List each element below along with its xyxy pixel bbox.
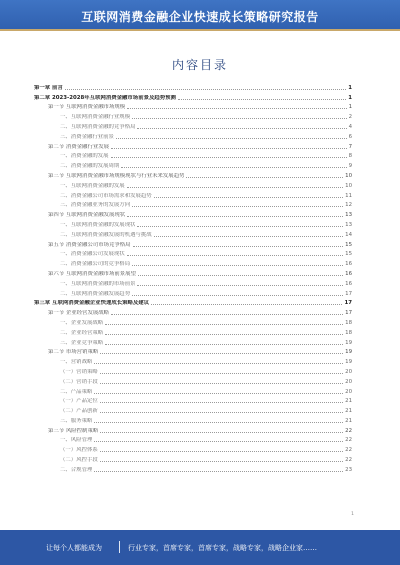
toc-entry-page: 16 bbox=[345, 280, 352, 287]
toc-entry-label: 一、企业发展战略 bbox=[60, 319, 104, 326]
toc-entry-label: 第二节 消费金融行业发展 bbox=[48, 143, 110, 150]
toc-leader-dots bbox=[105, 324, 343, 325]
toc-leader-dots bbox=[154, 236, 343, 237]
footer-separator bbox=[119, 541, 120, 553]
toc-leader-dots bbox=[100, 373, 343, 374]
toc-entry-label: 第六节 互联网消费金融市场前景展望 bbox=[48, 270, 136, 277]
toc-entry-page: 21 bbox=[345, 408, 352, 415]
toc-entry-label: 二、消费金融的发展周期 bbox=[60, 163, 120, 170]
toc-entry-label: 第五节 消费金融公司市场竞争格局 bbox=[48, 241, 131, 248]
toc-entry-page: 7 bbox=[348, 143, 352, 150]
toc-entry-label: 二、消费金融公司市场需求和发展趋势 bbox=[60, 192, 152, 199]
toc-entry-label: 二、互联网消费金融发展的机遇与挑战 bbox=[60, 231, 152, 238]
toc-entry-page: 20 bbox=[345, 378, 352, 385]
toc-heading: 内容目录 bbox=[171, 58, 228, 72]
toc-entry[interactable] bbox=[34, 375, 352, 385]
toc-entry-page: 15 bbox=[345, 251, 352, 258]
toc-leader-dots bbox=[100, 432, 343, 433]
toc-entry[interactable] bbox=[34, 424, 352, 434]
toc-entry-label: 第三章 互联网消费金融企业快速成长策略及建议 bbox=[34, 300, 150, 307]
toc-entry[interactable] bbox=[34, 297, 352, 307]
toc-leader-dots bbox=[133, 246, 344, 247]
toc-entry-label: 三、服务策略 bbox=[60, 417, 93, 424]
toc-entry[interactable] bbox=[34, 238, 352, 248]
toc-entry-page: 21 bbox=[345, 417, 352, 424]
toc-leader-dots bbox=[137, 128, 346, 129]
toc-leader-dots bbox=[137, 226, 343, 227]
toc-leader-dots bbox=[111, 314, 343, 315]
header-divider bbox=[0, 29, 400, 31]
toc-entry[interactable] bbox=[34, 159, 352, 169]
toc-leader-dots bbox=[100, 383, 343, 384]
toc-entry[interactable] bbox=[34, 140, 352, 150]
toc-entry-label: （一）产品定位 bbox=[60, 398, 98, 405]
toc-leader-dots bbox=[94, 393, 343, 394]
toc-entry-page: 10 bbox=[345, 182, 352, 189]
toc-entry[interactable] bbox=[34, 110, 352, 120]
report-footer bbox=[0, 530, 400, 565]
toc-leader-dots bbox=[100, 461, 343, 462]
toc-entry-page: 23 bbox=[345, 466, 352, 473]
toc-entry-page: 9 bbox=[348, 163, 352, 170]
toc-entry-page: 20 bbox=[345, 388, 352, 395]
toc-entry-label: 一、营销战略 bbox=[60, 359, 93, 366]
toc-entry-page: 22 bbox=[345, 437, 352, 444]
toc-entry-label: 一、互联网消费金融的发展 bbox=[60, 182, 125, 189]
toc-entry[interactable] bbox=[34, 179, 352, 189]
toc-entry-label: 三、消费金融业务的发展方向 bbox=[60, 202, 131, 209]
toc-entry[interactable] bbox=[34, 199, 352, 209]
toc-entry-page: 22 bbox=[345, 427, 352, 434]
toc-entry-label: 二、企业经营策略 bbox=[60, 329, 104, 336]
toc-entry-label: 一、互联网消费金融的发展现状 bbox=[60, 221, 136, 228]
toc-entry-label: （二）风控手段 bbox=[60, 457, 98, 464]
toc-entry[interactable] bbox=[34, 463, 352, 473]
toc-entry-label: 二、产品策略 bbox=[60, 388, 93, 395]
page-number: 1 bbox=[351, 512, 354, 517]
toc-entry[interactable] bbox=[34, 453, 352, 463]
toc-leader-dots bbox=[151, 304, 342, 305]
toc-entry-label: 一、互联网消费金融的市场前景 bbox=[60, 280, 136, 287]
toc-entry[interactable] bbox=[34, 434, 352, 444]
toc-entry-page: 19 bbox=[345, 339, 352, 346]
toc-entry[interactable] bbox=[34, 81, 352, 91]
toc-entry-label: 二、互联网消费金融发展趋势 bbox=[60, 290, 131, 297]
toc-entry[interactable] bbox=[34, 248, 352, 258]
toc-entry[interactable] bbox=[34, 169, 352, 179]
toc-entry-label: 二、互联网消费金融的竞争格局 bbox=[60, 123, 136, 130]
toc-entry-label: 一、互联网消费金融行业规模 bbox=[60, 114, 131, 121]
toc-entry-page: 12 bbox=[345, 202, 352, 209]
toc-leader-dots bbox=[132, 295, 343, 296]
toc-entry-page: 4 bbox=[348, 123, 352, 130]
toc-entry[interactable] bbox=[34, 443, 352, 453]
toc-entry[interactable] bbox=[34, 385, 352, 395]
toc-entry[interactable] bbox=[34, 336, 352, 346]
toc-entry[interactable] bbox=[34, 257, 352, 267]
toc-entry-page: 8 bbox=[348, 153, 352, 160]
toc-leader-dots bbox=[121, 167, 346, 168]
toc-leader-dots bbox=[94, 422, 343, 423]
toc-entry-label: 第一节 互联网消费金融市场规模 bbox=[48, 104, 126, 111]
toc-entry-page: 17 bbox=[344, 300, 352, 307]
toc-entry[interactable] bbox=[34, 355, 352, 365]
toc-entry-label: 第三节 互联网消费金融市场规模现状与行业未来发展趋势 bbox=[48, 172, 185, 179]
toc-leader-dots bbox=[100, 353, 343, 354]
toc-entry[interactable] bbox=[34, 316, 352, 326]
toc-leader-dots bbox=[127, 216, 343, 217]
toc-entry[interactable] bbox=[34, 404, 352, 414]
toc-leader-dots bbox=[178, 99, 346, 100]
toc-entry-label: 第二章 2023-2028年互联网消费金融市场前景及趋势预测 bbox=[34, 94, 176, 101]
toc-entry-label: 第三节 风险控制策略 bbox=[48, 427, 99, 434]
report-header bbox=[0, 0, 400, 31]
toc-entry-label: 第二节 市场营销策略 bbox=[48, 349, 99, 356]
toc-leader-dots bbox=[94, 471, 343, 472]
toc-entry[interactable] bbox=[34, 150, 352, 160]
toc-leader-dots bbox=[100, 402, 343, 403]
toc-entry[interactable] bbox=[34, 267, 352, 277]
toc-entry-page: 10 bbox=[345, 172, 352, 179]
toc-leader-dots bbox=[127, 187, 343, 188]
footer-tags: 行业专家，首席专家，首席专家，战略专家，战略企业家…… bbox=[128, 544, 317, 552]
toc-leader-dots bbox=[154, 197, 343, 198]
toc-entry-page: 17 bbox=[345, 310, 352, 317]
toc-leader-dots bbox=[116, 138, 347, 139]
toc-entry-page: 15 bbox=[345, 241, 352, 248]
report-title: 互联网消费金融企业快速成长策略研究报告 bbox=[81, 10, 319, 24]
toc-entry-page: 14 bbox=[345, 231, 352, 238]
toc-entry-page: 1 bbox=[348, 94, 352, 101]
toc-entry-page: 13 bbox=[345, 212, 352, 219]
toc-entry[interactable] bbox=[34, 277, 352, 287]
toc-entry[interactable] bbox=[34, 365, 352, 375]
toc-leader-dots bbox=[127, 255, 343, 256]
toc-entry[interactable] bbox=[34, 189, 352, 199]
toc-entry-page: 19 bbox=[345, 349, 352, 356]
toc-entry-label: 三、企业竞争策略 bbox=[60, 339, 104, 346]
toc-entry-page: 1 bbox=[348, 84, 352, 91]
toc-entry-label: 一、风险管理 bbox=[60, 437, 93, 444]
toc-leader-dots bbox=[132, 206, 343, 207]
toc-leader-dots bbox=[105, 334, 343, 335]
toc-entry[interactable] bbox=[34, 91, 352, 101]
toc-entry-label: 第一章 前言 bbox=[34, 84, 63, 91]
toc-entry-label: （一）风控体系 bbox=[60, 447, 98, 454]
toc-leader-dots bbox=[94, 441, 343, 442]
toc-entry-label: 第一节 企业经营发展战略 bbox=[48, 310, 110, 317]
toc-leader-dots bbox=[137, 285, 343, 286]
toc-entry-page: 13 bbox=[345, 221, 352, 228]
toc-entry-page: 6 bbox=[348, 133, 352, 140]
toc-entry-page: 17 bbox=[345, 290, 352, 297]
toc-entry[interactable] bbox=[34, 228, 352, 238]
toc-entry-page: 22 bbox=[345, 457, 352, 464]
toc-entry[interactable] bbox=[34, 395, 352, 405]
toc-entry[interactable] bbox=[34, 414, 352, 424]
toc-leader-dots bbox=[100, 451, 343, 452]
toc-entry-page: 11 bbox=[345, 192, 352, 199]
toc-entry-page: 19 bbox=[345, 359, 352, 366]
toc-entry[interactable] bbox=[34, 218, 352, 228]
toc-entry[interactable] bbox=[34, 306, 352, 316]
toc-leader-dots bbox=[94, 363, 343, 364]
toc-entry[interactable] bbox=[34, 130, 352, 140]
toc-entry-page: 22 bbox=[345, 447, 352, 454]
toc-entry-label: 二、合规管理 bbox=[60, 466, 93, 473]
toc-entry-label: （二）营销手段 bbox=[60, 378, 98, 385]
toc-entry-label: 二、消费金融公司的竞争格局 bbox=[60, 261, 131, 268]
toc-leader-dots bbox=[186, 177, 343, 178]
toc-entry[interactable] bbox=[34, 287, 352, 297]
toc-entry-label: 一、消费金融公司发展现状 bbox=[60, 251, 125, 258]
toc-entry-label: （一）营销策略 bbox=[60, 368, 98, 375]
toc-entry-label: 一、消费金融的发展 bbox=[60, 153, 109, 160]
toc-leader-dots bbox=[65, 89, 346, 90]
toc-leader-dots bbox=[111, 148, 347, 149]
toc-leader-dots bbox=[132, 118, 346, 119]
toc-entry[interactable] bbox=[34, 120, 352, 130]
toc-entry[interactable] bbox=[34, 346, 352, 356]
toc-entry-page: 16 bbox=[345, 270, 352, 277]
toc-leader-dots bbox=[127, 108, 346, 109]
toc-entry-page: 16 bbox=[345, 261, 352, 268]
toc-entry-page: 21 bbox=[345, 398, 352, 405]
toc-entry[interactable] bbox=[34, 326, 352, 336]
footer-slogan: 让每个人都能成为 bbox=[46, 544, 102, 552]
toc-entry[interactable] bbox=[34, 208, 352, 218]
toc-leader-dots bbox=[138, 275, 343, 276]
toc-entry[interactable] bbox=[34, 101, 352, 111]
toc-leader-dots bbox=[105, 344, 343, 345]
toc-leader-dots bbox=[132, 265, 343, 266]
toc-leader-dots bbox=[100, 412, 343, 413]
toc-entry-page: 20 bbox=[345, 368, 352, 375]
toc-entry-page: 2 bbox=[348, 114, 352, 121]
toc-entry-label: 三、消费金融行业前景 bbox=[60, 133, 114, 140]
table-of-contents bbox=[34, 81, 352, 473]
toc-entry-page: 1 bbox=[348, 104, 352, 111]
toc-entry-page: 18 bbox=[345, 319, 352, 326]
toc-entry-label: 第四节 互联网消费金融发展现状 bbox=[48, 212, 126, 219]
toc-entry-page: 18 bbox=[345, 329, 352, 336]
toc-entry-label: （二）产品创新 bbox=[60, 408, 98, 415]
toc-leader-dots bbox=[111, 157, 347, 158]
